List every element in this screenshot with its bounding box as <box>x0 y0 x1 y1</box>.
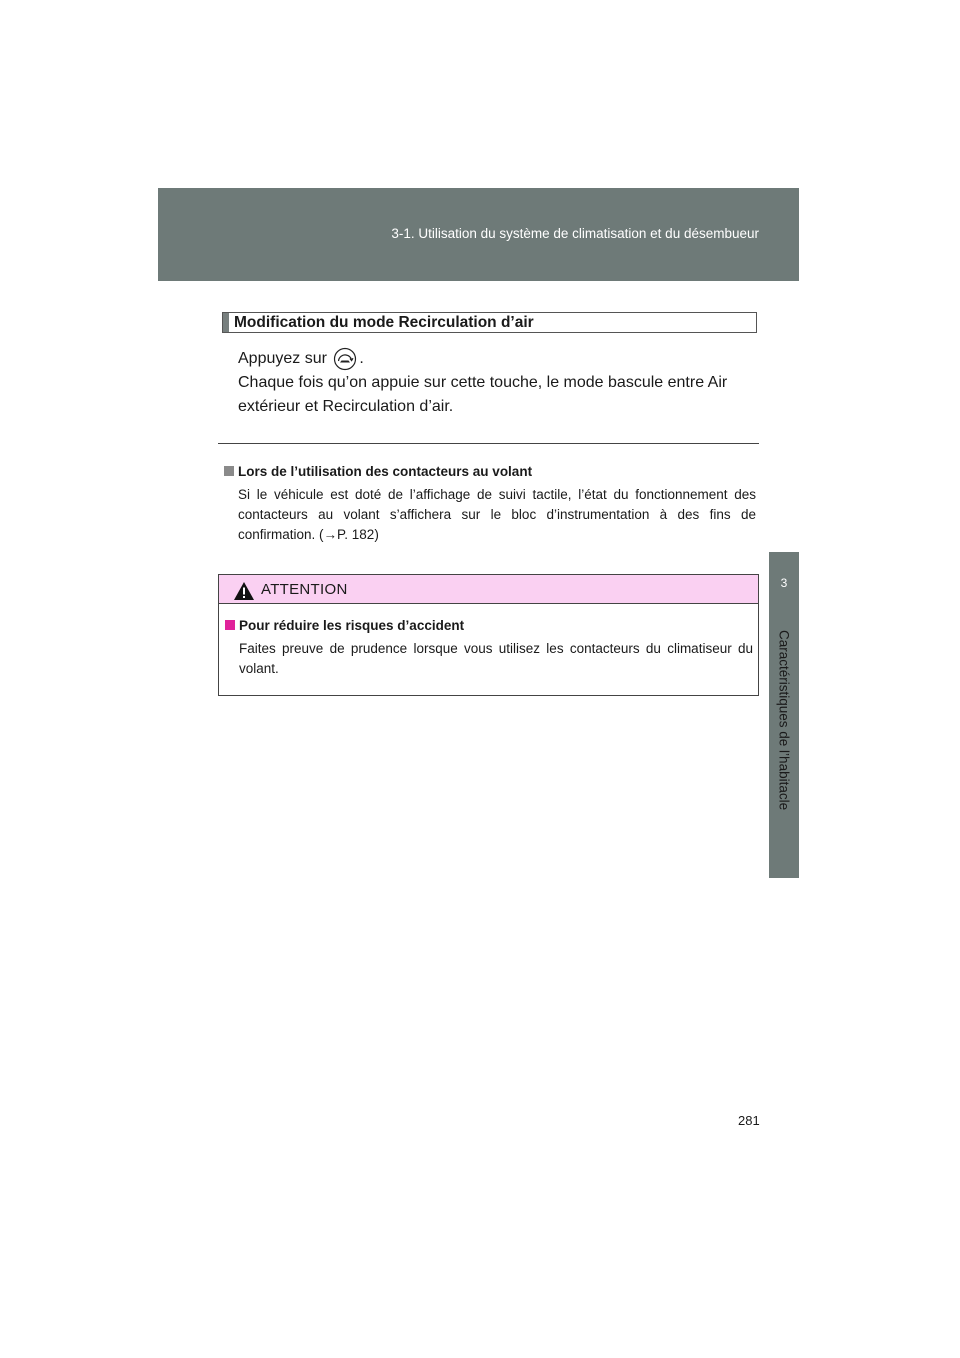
info-body: Si le véhicule est doté de l’affichage de suivi tactile, l’état du fonctionnement des contacteurs au volant s’affichera sur le bloc d’instrumentation à des fins de confirmation. (→P. 182) <box>238 487 756 542</box>
caution-item-title-text: Pour réduire les risques d’accident <box>239 618 465 633</box>
info-note <box>224 463 756 545</box>
square-bullet-icon <box>224 466 234 476</box>
caution-item-title <box>225 617 753 635</box>
info-title-text: Lors de l’utilisation des contacteurs au volant <box>238 464 533 479</box>
section-heading-text: Modification du mode Recirculation d’air <box>234 314 534 331</box>
caution-header <box>219 575 758 604</box>
caution-content <box>225 617 753 679</box>
chapter-side-label-text: Caractéristiques de l’habitacle <box>776 630 792 811</box>
caution-item-body: Faites preuve de prudence lorsque vous utilisez les contacteurs du climatiseur du volant. <box>239 641 753 676</box>
step-body: Chaque fois qu’on appuie sur cette touche, le mode bascule entre Air extérieur et Recirculation d’air. <box>238 374 728 416</box>
caution-box <box>218 574 759 696</box>
caution-title: ATTENTION <box>261 581 348 598</box>
chapter-side-label <box>773 630 795 830</box>
info-title <box>224 463 756 481</box>
section-divider <box>218 443 759 444</box>
pink-square-bullet-icon <box>225 620 235 630</box>
step-prefix: Appuyez sur <box>238 350 327 368</box>
instruction-step <box>238 347 763 419</box>
step-suffix: . <box>359 350 364 368</box>
section-heading <box>222 312 757 333</box>
chapter-header <box>158 188 799 281</box>
chapter-title: 3-1. Utilisation du système de climatisation et du désembueur <box>391 226 759 241</box>
recirculation-air-icon <box>333 347 357 371</box>
warning-triangle-icon <box>233 581 255 601</box>
chapter-number: 3 <box>780 576 788 590</box>
heading-bar <box>223 313 229 332</box>
page-number: 281 <box>738 1113 760 1128</box>
